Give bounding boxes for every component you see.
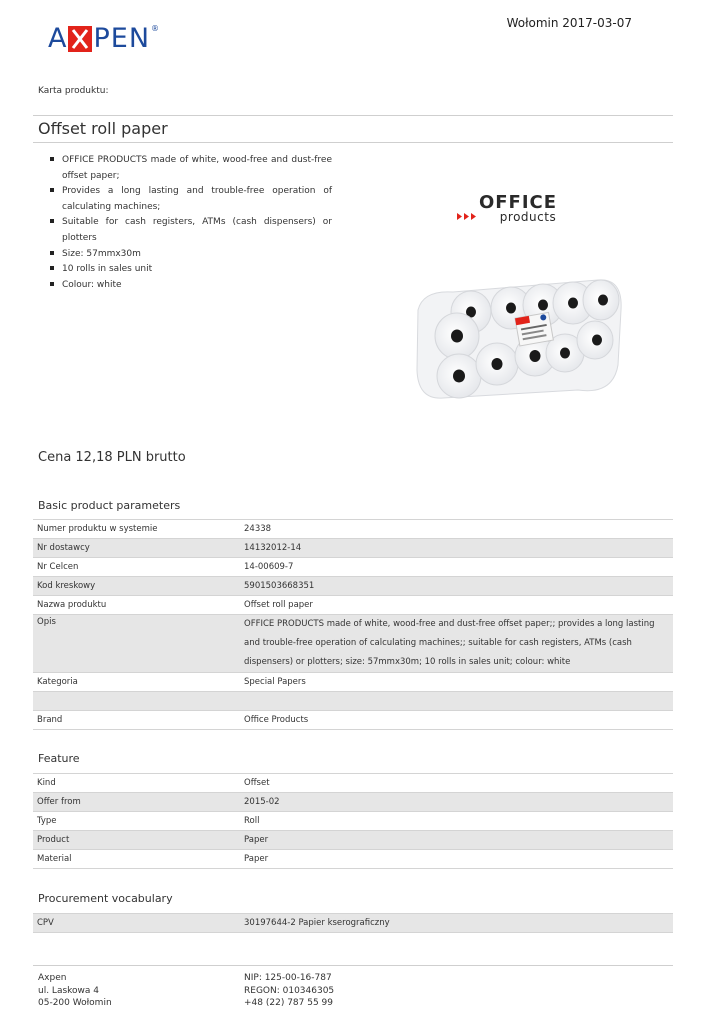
footer-address bbox=[38, 972, 112, 1010]
table-row bbox=[33, 914, 673, 933]
param-value: Office Products bbox=[240, 711, 673, 730]
param-value: 14-00609-7 bbox=[240, 558, 673, 577]
param-value: Offset roll paper bbox=[240, 596, 673, 615]
table-row bbox=[33, 692, 673, 711]
table-row bbox=[33, 812, 673, 831]
param-value: Paper bbox=[240, 831, 673, 850]
param-name: Kind bbox=[33, 774, 240, 793]
param-name: Opis bbox=[33, 615, 240, 673]
product-title: Offset roll paper bbox=[38, 119, 168, 138]
table-row bbox=[33, 774, 673, 793]
param-name: Brand bbox=[33, 711, 240, 730]
param-value: 30197644-2 Papier kserograficzny bbox=[240, 914, 673, 933]
footer-regon: REGON: 010346305 bbox=[244, 985, 335, 996]
footer-registry bbox=[244, 972, 334, 1010]
param-name: Type bbox=[33, 812, 240, 831]
logo-text-left: A bbox=[48, 23, 68, 54]
feature-list bbox=[50, 153, 332, 293]
axpen-logo bbox=[48, 24, 160, 58]
param-name: Nr Celcen bbox=[33, 558, 240, 577]
table-row bbox=[33, 520, 673, 539]
divider bbox=[33, 142, 673, 143]
param-value: Roll bbox=[240, 812, 673, 831]
section-title-basic: Basic product parameters bbox=[38, 499, 181, 512]
table-row bbox=[33, 793, 673, 812]
table-row bbox=[33, 615, 673, 673]
param-name: Kod kreskowy bbox=[33, 577, 240, 596]
param-name: CPV bbox=[33, 914, 240, 933]
param-name: Product bbox=[33, 831, 240, 850]
footer-city: 05-200 Wołomin bbox=[38, 998, 112, 1008]
table-row bbox=[33, 577, 673, 596]
document-date: Wołomin 2017-03-07 bbox=[506, 16, 632, 30]
brand-logo-top-text: OFFICE bbox=[478, 193, 558, 213]
feature-item: Provides a long lasting and trouble-free operation of calculating machines; bbox=[50, 184, 332, 215]
feature-item: Colour: white bbox=[50, 278, 332, 294]
section-title-feature: Feature bbox=[38, 752, 80, 765]
footer-company: Axpen bbox=[38, 973, 67, 983]
table-row bbox=[33, 850, 673, 869]
table-row bbox=[33, 831, 673, 850]
divider bbox=[33, 115, 673, 116]
param-value: 2015-02 bbox=[240, 793, 673, 812]
table-row bbox=[33, 673, 673, 692]
param-name: Offer from bbox=[33, 793, 240, 812]
feature-item: 10 rolls in sales unit bbox=[50, 262, 332, 278]
footer-divider bbox=[33, 965, 673, 966]
param-value bbox=[240, 692, 673, 711]
param-name: Nazwa produktu bbox=[33, 596, 240, 615]
logo-x-mark bbox=[68, 26, 92, 52]
footer-phone: +48 (22) 787 55 99 bbox=[244, 998, 333, 1008]
param-value: 14132012-14 bbox=[240, 539, 673, 558]
basic-parameters-table bbox=[33, 519, 673, 730]
brand-logo-bottom-text: products bbox=[499, 210, 557, 224]
feature-table bbox=[33, 773, 673, 869]
feature-item: Size: 57mmx30m bbox=[50, 247, 332, 263]
paper-rolls-image bbox=[413, 270, 625, 400]
section-title-procurement: Procurement vocabulary bbox=[38, 892, 173, 905]
param-value: 24338 bbox=[240, 520, 673, 539]
karta-label: Karta produktu: bbox=[38, 86, 109, 96]
table-row bbox=[33, 596, 673, 615]
param-value: OFFICE PRODUCTS made of white, wood-free and dust-free offset paper;; provides a long lasting and trouble-free operation of calculating machines;; suitable for cash registers, ATMs (cash dispensers) or plotters; size: 57mmx30m; 10 rolls in sales unit; colour: white bbox=[240, 615, 673, 673]
logo-text-right: PEN bbox=[93, 23, 151, 54]
logo-registered-mark: ® bbox=[151, 24, 161, 33]
table-row bbox=[33, 539, 673, 558]
param-value: Paper bbox=[240, 850, 673, 869]
footer-street: ul. Laskowa 4 bbox=[38, 985, 100, 996]
table-row bbox=[33, 558, 673, 577]
param-name: Kategoria bbox=[33, 673, 240, 692]
param-name bbox=[33, 692, 240, 711]
param-value: Special Papers bbox=[240, 673, 673, 692]
procurement-table bbox=[33, 913, 673, 933]
param-value: Offset bbox=[240, 774, 673, 793]
param-name: Nr dostawcy bbox=[33, 539, 240, 558]
office-products-logo bbox=[456, 193, 580, 225]
param-value: 5901503668351 bbox=[240, 577, 673, 596]
param-name: Material bbox=[33, 850, 240, 869]
feature-item: OFFICE PRODUCTS made of white, wood-free and dust-free offset paper; bbox=[50, 153, 332, 184]
param-name: Numer produktu w systemie bbox=[33, 520, 240, 539]
table-row bbox=[33, 711, 673, 730]
price-label: Cena 12,18 PLN brutto bbox=[38, 450, 186, 465]
footer-nip: NIP: 125-00-16-787 bbox=[244, 973, 332, 983]
feature-item: Suitable for cash registers, ATMs (cash dispensers) or plotters bbox=[50, 215, 332, 246]
